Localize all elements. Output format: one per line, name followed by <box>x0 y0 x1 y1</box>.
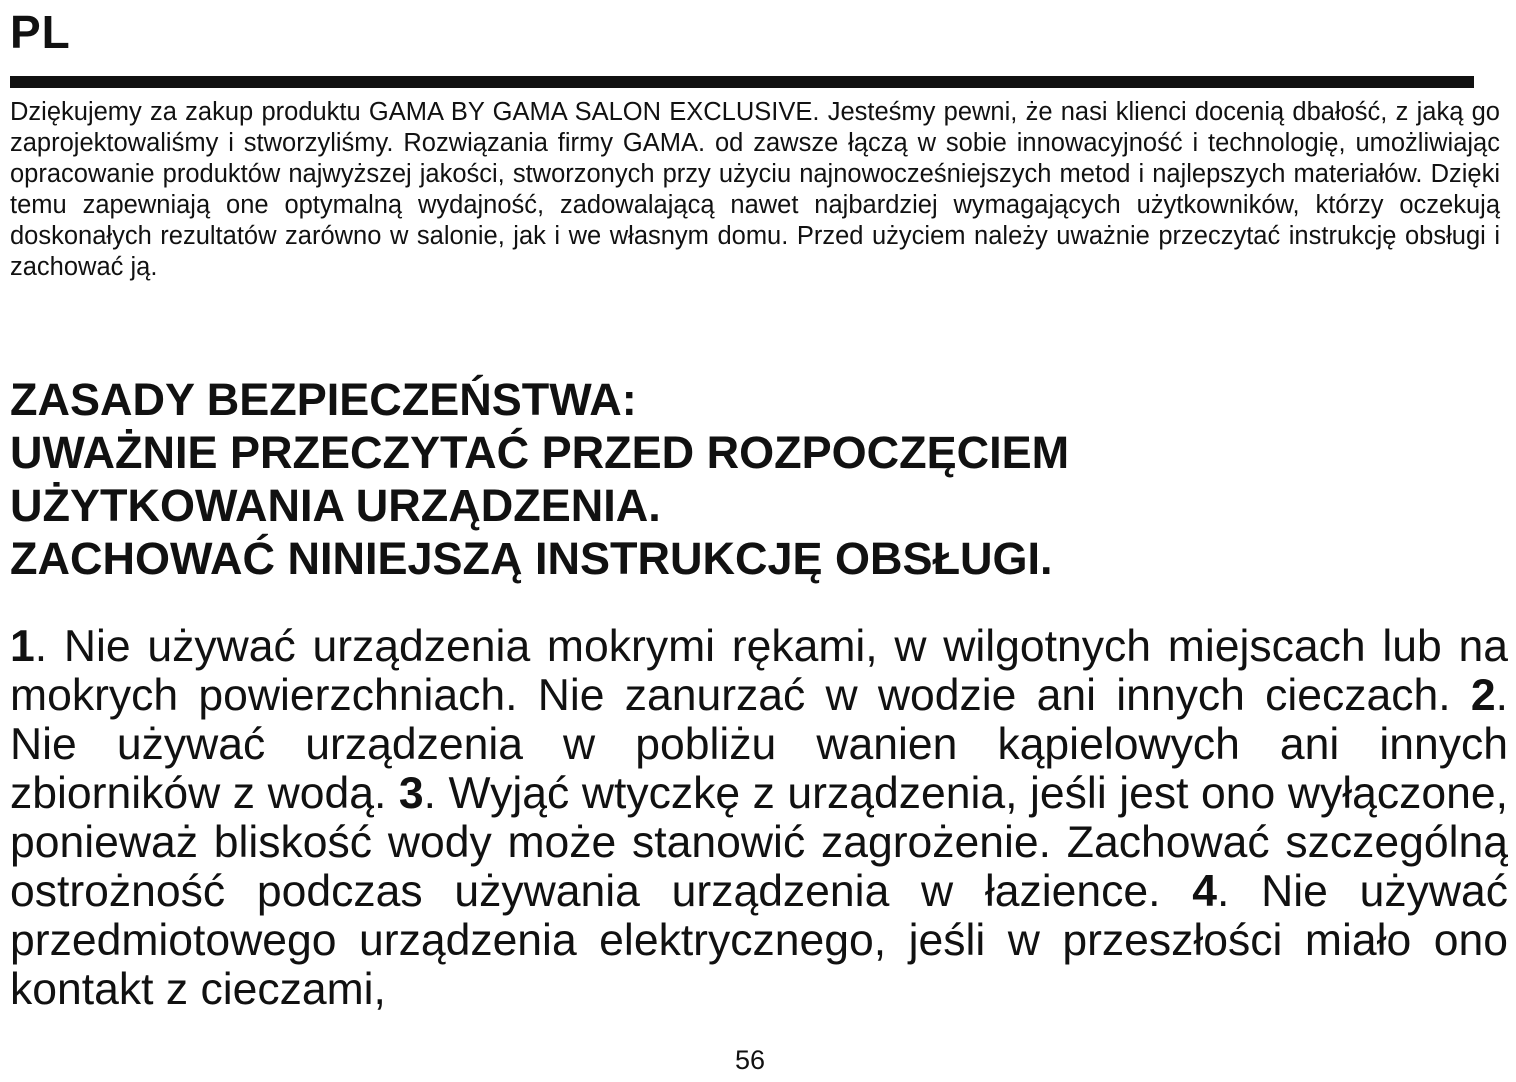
instruction-text: . Nie używać urządzenia mokrymi rękami, w wilgotnych miejscach lub na mokrych powierzchniach. Nie zanurzać w wodzie ani innych cieczach. <box>10 622 1508 720</box>
instruction-number: 4 <box>1192 867 1218 916</box>
language-code: PL <box>10 6 71 58</box>
instruction-text: . Wyjąć wtyczkę z urządzenia, jeśli jest ono wyłączone, ponieważ bliskość wody może stanowić zagrożenie. Zachować szczególną ostrożność podczas używania urządzenia w łazience. <box>10 769 1508 916</box>
safety-instructions <box>10 622 1508 1014</box>
safety-heading-line: UWAŻNIE PRZECZYTAĆ PRZED ROZPOCZĘCIEM <box>10 427 1070 478</box>
instruction-number: 1 <box>10 622 35 671</box>
header-divider <box>10 76 1474 88</box>
page-number: 56 <box>734 1045 766 1075</box>
safety-heading <box>10 373 1500 585</box>
instruction-text: . Nie używać przedmiotowego urządzenia elektrycznego, jeśli w przeszłości miało ono kontakt z cieczami, <box>10 867 1509 1014</box>
instruction-number: 2 <box>1470 671 1496 720</box>
safety-heading-line: ZASADY BEZPIECZEŃSTWA: <box>10 374 637 425</box>
instruction-text: . Nie używać urządzenia w pobliżu wanien kąpielowych ani innych zbiorników z wodą. <box>10 671 1508 818</box>
safety-heading-line: ZACHOWAĆ NINIEJSZĄ INSTRUKCJĘ OBSŁUGI. <box>10 533 1053 584</box>
instruction-number: 3 <box>398 769 424 818</box>
safety-heading-line: UŻYTKOWANIA URZĄDZENIA. <box>10 480 661 531</box>
intro-paragraph: Dziękujemy za zakup produktu GAMA BY GAMA SALON EXCLUSIVE. Jesteśmy pewni, że nasi klienci docenią dbałość, z jaką go zaprojektowaliśmy i stworzyliśmy. Rozwiązania firmy GAMA. od zawsze łączą w sobie innowacyjność i technologię, umożliwiając opracowanie produktów najwyższej jakości, stworzonych przy użyciu najnowocześniejszych metod i najlepszych materiałów. Dzięki temu zapewniają one optymalną wydajność, zadowalającą nawet najbardziej wymagających użytkowników, którzy oczekują doskonałych rezultatów zarówno w salonie, jak i we własnym domu. Przed użyciem należy uważnie przeczytać instrukcję obsługi i zachować ją. <box>10 98 1500 281</box>
